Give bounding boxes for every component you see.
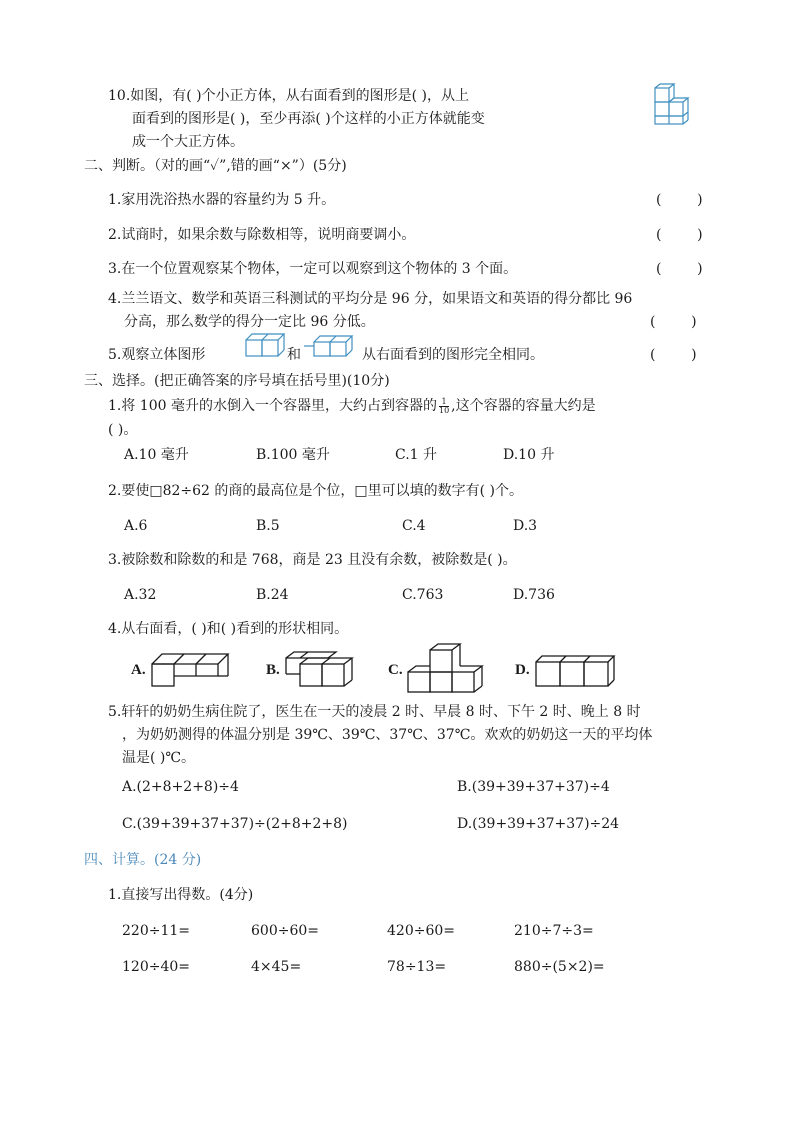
choice-q1-option-c[interactable]: C.1 升 [395,447,438,463]
calc-row2-item4: 880÷(5×2)= [514,959,605,975]
choice-q3-text: 3.被除数和除数的和是 768，商是 23 且没有余数，被除数是( )。 [108,552,517,568]
choice-q1-option-a[interactable]: A.10 毫升 [124,447,189,463]
judge-answer-2[interactable]: ( ) [656,227,703,243]
q10-line-2: 面看到的图形是( )，至少再添( )个这样的小正方体就能变 [132,111,485,127]
judge-item-5-figure-1 [244,332,286,360]
choice-q4-label-d[interactable]: D. [515,662,530,678]
choice-q3-option-a[interactable]: A.32 [124,587,157,603]
choice-q2-option-d[interactable]: D.3 [513,518,538,534]
choice-q3-option-b[interactable]: B.24 [256,587,289,603]
judge-answer-3[interactable]: ( ) [656,261,703,277]
section-2-title: 二、判断。（对的画“✓”,错的画“×”）(5分) [84,158,347,174]
judge-item-5-suffix: 从右面看到的图形完全相同。 [362,347,544,363]
section-3-title: 三、选择。(把正确答案的序号填在括号里)(10分) [84,373,390,389]
q10-line-3: 成一个大正方体。 [132,134,244,150]
choice-q1-line-2: ( )。 [108,422,138,438]
choice-q4-label-a[interactable]: A. [131,662,146,678]
choice-q5-option-d[interactable]: D.(39+39+37+37)÷24 [457,816,620,832]
judge-item-3: 3.在一个位置观察某个物体，一定可以观察到这个物体的 3 个面。 [108,261,518,277]
choice-q2-text: 2.要使□82÷62 的商的最高位是个位，□里可以填的数字有( )个。 [108,483,523,499]
calc-row1-item3: 420÷60= [387,923,455,939]
choice-q5-line-3: 温是( )℃。 [122,750,196,766]
judge-item-4-line-2: 分高，那么数学的得分一定比 96 分低。 [124,314,375,330]
judge-item-1: 1.家用洗浴热水器的容量约为 5 升。 [108,192,336,208]
calc-row1-item1: 220÷11= [122,923,190,939]
calc-row1-item4: 210÷7÷3= [514,923,594,939]
choice-q3-option-c[interactable]: C.763 [402,587,444,603]
choice-q1-fraction: $\frac{1}{10}$ [438,396,450,415]
judge-answer-4[interactable]: ( ) [650,314,697,330]
choice-q5-option-c[interactable]: C.(39+39+37+37)÷(2+8+2+8) [122,816,348,832]
choice-q4-figure-a[interactable] [148,650,234,690]
calc-row2-item3: 78÷13= [387,959,447,975]
choice-q1-text-a: 1.将 100 毫升的水倒入一个容器里，大约占到容器的 [108,398,437,414]
calc-row2-item1: 120÷40= [122,959,190,975]
choice-q2-option-b[interactable]: B.5 [256,518,280,534]
choice-q2-option-a[interactable]: A.6 [124,518,148,534]
choice-q4-figure-d[interactable] [534,652,614,688]
choice-q5-option-b[interactable]: B.(39+39+37+37)÷4 [457,779,610,795]
q10-cubes-figure [652,84,700,128]
choice-q2-option-c[interactable]: C.4 [402,518,426,534]
judge-answer-1[interactable]: ( ) [656,192,703,208]
choice-q1-line-1 [108,397,596,415]
choice-q1-text-b: ,这个容器的容量大约是 [451,398,596,414]
choice-q4-text: 4.从右面看，( )和( )看到的形状相同。 [108,621,349,637]
choice-q5-line-2: ，为奶奶测得的体温分别是 39℃、39℃、37℃、37℃。欢欢的奶奶这一天的平均体 [122,727,653,743]
choice-q3-option-d[interactable]: D.736 [513,587,555,603]
judge-item-5-prefix: 5.观察立体图形 [108,347,206,363]
choice-q4-label-c[interactable]: C. [388,662,403,678]
judge-item-5-figure-2 [304,332,356,360]
calc-row2-item2: 4×45= [251,959,302,975]
choice-q5-line-1: 5.轩轩的奶奶生病住院了，医生在一天的凌晨 2 时、早晨 8 时、下午 2 时、晚上 8 时 [108,704,641,720]
choice-q1-option-b[interactable]: B.100 毫升 [256,447,330,463]
judge-item-5-and: 和 [287,347,301,363]
section-4-title: 四、计算。(24 分) [84,852,202,868]
choice-q4-figure-c[interactable] [404,640,484,694]
calc-q1-title: 1.直接写出得数。(4分) [108,887,254,903]
q10-line-1: 10.如图，有( )个小正方体，从右面看到的图形是( )，从上 [108,88,470,104]
judge-item-4-line-1: 4.兰兰语文、数学和英语三科测试的平均分是 96 分，如果语文和英语的得分都比 96 [108,291,633,307]
judge-item-2: 2.试商时，如果余数与除数相等，说明商要调小。 [108,227,416,243]
choice-q4-figure-b[interactable] [284,650,356,690]
choice-q1-option-d[interactable]: D.10 升 [503,447,555,463]
choice-q4-label-b[interactable]: B. [266,662,280,678]
judge-answer-5[interactable]: ( ) [650,347,697,363]
choice-q5-option-a[interactable]: A.(2+8+2+8)÷4 [122,779,239,795]
calc-row1-item2: 600÷60= [251,923,319,939]
